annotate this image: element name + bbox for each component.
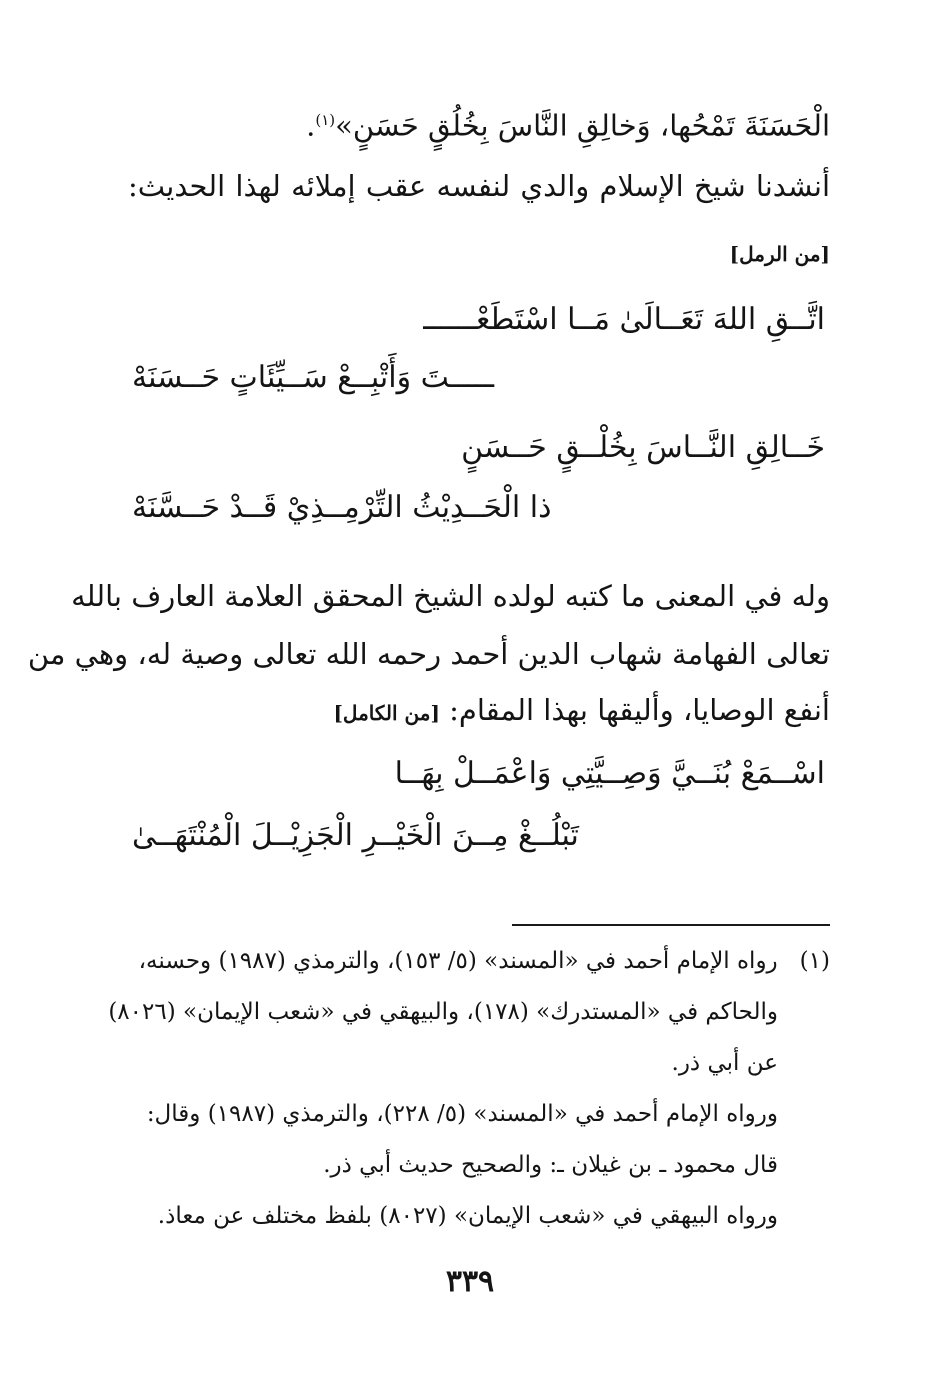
poem2-verse-2: تَبْلُــغْ مِــنَ الْخَيْــرِ الْجَزِيْــلَ الْمُنْتَهَــىٰ: [132, 818, 579, 853]
body-line-1: [306, 100, 830, 146]
prose-line-3: [333, 690, 830, 733]
poem1-verse-2: ـــــتَ وَأَتْبِــعْ سَــيِّئَاتٍ حَــسَنَهْ: [132, 360, 495, 395]
footnote-number: (١): [799, 948, 830, 974]
poem2-verse-1: اسْــمَعْ بُنَــيَّ وَصِــيَّتِي وَاعْمَــلْ بِهَــا: [394, 756, 825, 791]
page-number: ٣٣٩: [445, 1264, 495, 1299]
footnote-line-2: والحاكم في «المستدرك» (١٧٨)، والبيهقي في «شعب الإيمان» (٨٠٢٦): [108, 999, 778, 1025]
poem1-verse-3: خَــالِقِ النَّــاسَ بِخُلْــقٍ حَــسَنٍ: [461, 430, 825, 465]
footnote-separator: [512, 924, 830, 926]
poem1-verse-4: ذا الْحَــدِيْثُ التِّرْمِــذِيْ قَــدْ حَــسَّنَهْ: [132, 490, 552, 525]
prose-line-1: وله في المعنى ما كتبه لولده الشيخ المحقق العلامة العارف بالله: [71, 579, 830, 613]
footnote-line-3: عن أبي ذر.: [671, 1050, 778, 1076]
meter-label-ramal: [من الرمل]: [729, 242, 830, 266]
prose-line-2: تعالى الفهامة شهاب الدين أحمد رحمه الله تعالى وصية له، وهي من: [27, 637, 830, 671]
footnote-line-4: ورواه الإمام أحمد في «المسند» (٥/ ٢٢٨)، والترمذي (١٩٨٧) وقال:: [146, 1101, 778, 1127]
footnote-line-6: ورواه البيهقي في «شعب الإيمان» (٨٠٢٧) بلفظ مختلف عن معاذ.: [157, 1203, 778, 1229]
body-line-1-text: الْحَسَنَةَ تَمْحُها، وَخالِقِ النَّاسَ بِخُلُقٍ حَسَنٍ»: [335, 108, 830, 143]
body-line-1-end: .: [306, 108, 316, 143]
prose-line-3-text: أنفع الوصايا، وأليقها بهذا المقام:: [449, 693, 830, 727]
footnote-line-1: [139, 944, 830, 978]
footnote-line-5: قال محمود ـ بن غيلان ـ: والصحيح حديث أبي ذر.: [323, 1152, 778, 1178]
footnote-marker: (١): [315, 111, 336, 129]
footnote-line-1-text: رواه الإمام أحمد في «المسند» (٥/ ١٥٣)، والترمذي (١٩٨٧) وحسنه،: [138, 948, 778, 974]
body-line-2: أنشدنا شيخ الإسلام والدي لنفسه عقب إملائه لهذا الحديث:: [128, 169, 830, 203]
poem1-verse-1: اتَّــقِ اللهَ تَعَــالَىٰ مَــا اسْتَطَعْــــــ: [423, 302, 825, 337]
meter-label-kamil: [من الكامل]: [333, 701, 440, 725]
